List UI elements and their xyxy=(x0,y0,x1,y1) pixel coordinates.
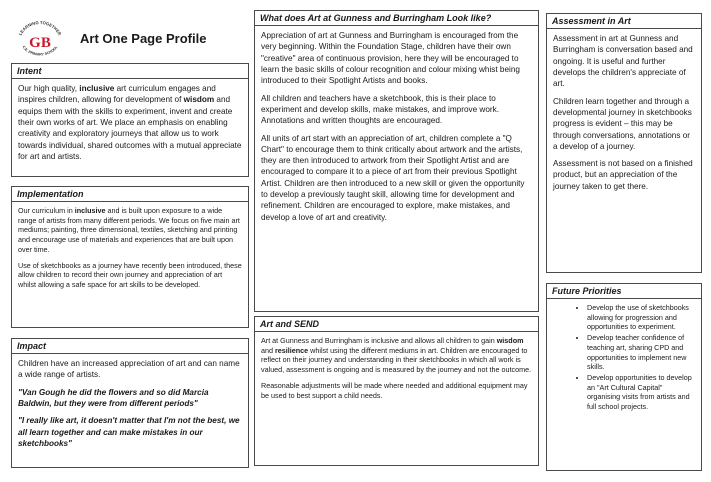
assessment-text-1: Assessment in art at Gunness and Burringham is conversation based and ongoing. It is useful and further develops the children's appreciate of art. xyxy=(553,34,693,89)
send-text-1: Art at Gunness and Burringham is inclusive and allows all children to gain wisdom and resilience whilst using the different mediums in art. Children are encouraged to reflect on their journey and understanding in their sketchbooks in which all work is valued, assessment is ongoing and is measured by the journey and not the outcome. xyxy=(261,336,532,375)
assessment-text-3: Assessment is not based on a finished product, but an appreciation of the journey taken to get there. xyxy=(553,159,693,191)
what-panel xyxy=(254,10,539,312)
future-panel xyxy=(546,283,702,471)
what-heading: What does Art at Gunness and Burringham Look like? xyxy=(255,11,538,26)
intent-panel xyxy=(11,63,249,177)
assessment-text-2: Children learn together and through a developmental journey in sketchbooks progress is evident – this may be through conversations, annotations or a develop of a journey. xyxy=(553,96,692,151)
future-list xyxy=(553,303,695,412)
what-text-2: All children and teachers have a sketchbook, this is their place to experiment and develop skills, make mistakes, and improve work. Annotations and written thoughts are encouraged. xyxy=(261,93,499,126)
impact-quote-2: "I really like art, it doesn't matter that I'm not the best, we all learn together and can make mistakes in our sketchbooks" xyxy=(18,416,240,448)
send-heading: Art and SEND xyxy=(255,317,538,332)
send-panel xyxy=(254,316,539,466)
future-heading: Future Priorities xyxy=(547,284,701,299)
implementation-text-1: Our curriculum in inclusive and is built upon exposure to a wide range of artists from many different periods. We focus on five main art mediums; painting, three dimensional, textiles, sketching and printing and encourage use of materials and experiences that are built upon over time. xyxy=(18,206,240,254)
impact-panel xyxy=(11,338,249,468)
page-title: Art One Page Profile xyxy=(80,31,207,46)
impact-text: Children have an increased appreciation of art and can name a wide range of artists. xyxy=(18,359,240,380)
send-text-2: Reasonable adjustments will be made where needed and additional equipment may be used to best support a child needs. xyxy=(261,380,528,400)
implementation-heading: Implementation xyxy=(12,187,248,202)
future-item: • Develop opportunities to develop an "Art Cultural Capital" organising visits from artists and full school projects. xyxy=(587,373,695,412)
intent-heading: Intent xyxy=(12,64,248,79)
school-logo xyxy=(14,20,66,60)
svg-text:LEARNING TOGETHER xyxy=(18,20,63,36)
what-text-3: All units of art start with an appreciation of art, children complete a "Q Chart" to encourage them to think critically about artwork and the artists, they are then introduced to artwork from their Spotlight Artist and are encouraged to compare it to a piece of art from their previous Spotlight Artist. Children are then introduced to a new skill or given the opportunity to develop a previously taught skill, allowing time for development and refinement. Children are encouraged to explore, make mistakes, and develop a love of art and creativity. xyxy=(261,133,525,222)
implementation-panel xyxy=(11,186,249,328)
future-item: • Develop the use of sketchbooks allowing for progression and opportunities to experiment. xyxy=(587,303,695,332)
implementation-text-2: Use of sketchbooks as a journey have recently been introduced, these allow children to record their own journey and appreciation of art whilst allowing a safe space for art skills to be developed. xyxy=(18,260,242,290)
intent-text: Our high quality, inclusive art curriculum engages and inspires children, allowing for development of wisdom and equips them with the skills to experiment, invent and create their own works of art. We place an emphasis on enabling creativity and exploratory journeys that allow us to work towards individual, shared outcomes with a mutual appreciate for art and artists. xyxy=(18,84,242,161)
what-text-1: Appreciation of art at Gunness and Burringham is encouraged from the very beginning. Within the Foundation Stage, children have their own "creative" area of continuous provision, here they will be encouraged to learn the basic skills of colour recognition and colour mixing whist being introduced to their Spotlight Artists and books. xyxy=(261,31,520,86)
logo-letters: GB xyxy=(29,35,51,51)
impact-heading: Impact xyxy=(12,339,248,354)
logo-arc-top: LEARNING TOGETHER xyxy=(17,20,63,37)
logo-arc-bottom: C.E. PRIMARY SCHOOL xyxy=(21,45,59,57)
impact-quote-1: "Van Gough he did the flowers and so did Marcia Baldwin, but they were from different periods" xyxy=(18,387,209,408)
assessment-heading: Assessment in Art xyxy=(547,14,701,29)
assessment-panel xyxy=(546,13,702,273)
future-item: • Develop teacher confidence of teaching art, sharing CPD and opportunities to implement new skills. xyxy=(587,333,695,372)
